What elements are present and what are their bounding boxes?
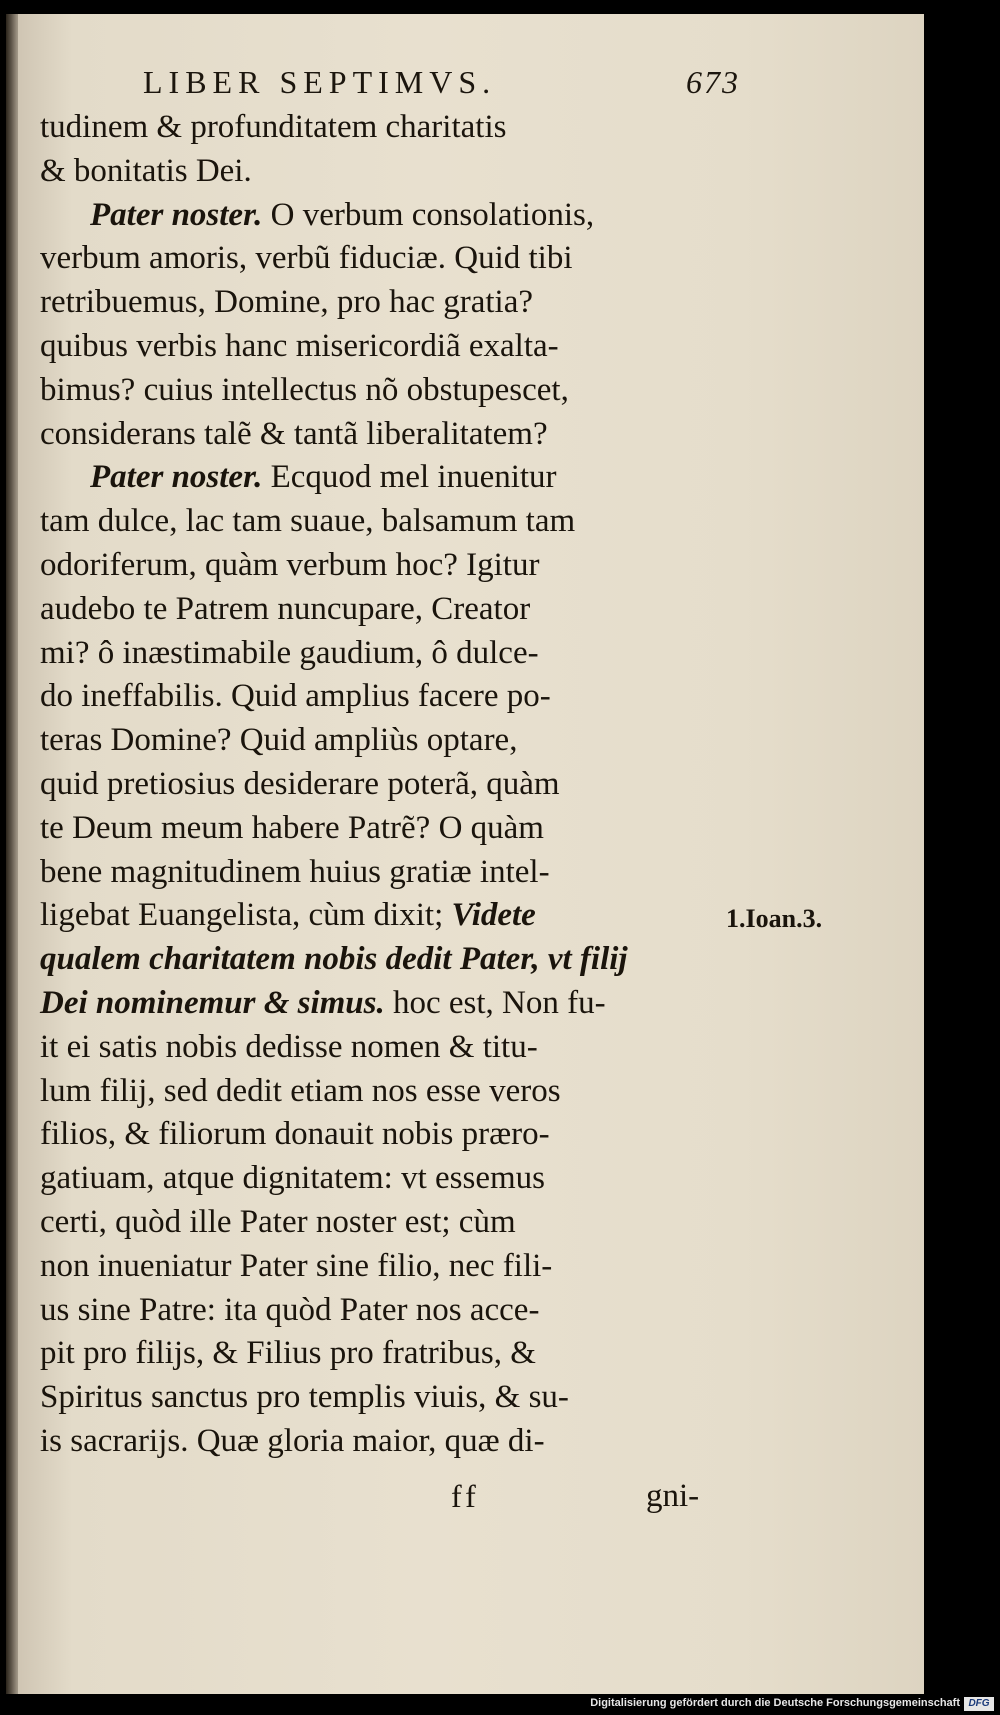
text-run: is sacrarijs. Quæ gloria maior, quæ di- xyxy=(40,1422,545,1459)
text-run: bene magnitudinem huius gratiæ intel- xyxy=(40,853,550,890)
italic-run: Videte xyxy=(451,897,536,934)
text-line xyxy=(40,588,720,632)
text-run: bimus? cuius intellectus nõ obstupescet, xyxy=(40,371,569,408)
text-line xyxy=(40,281,720,325)
text-run: lum filij, sed dedit etiam nos esse veros xyxy=(40,1072,561,1109)
text-run: verbum amoris, verbũ fiduciæ. Quid tibi xyxy=(40,240,573,277)
text-line xyxy=(40,500,720,544)
text-line xyxy=(40,675,720,719)
text-line xyxy=(40,982,720,1026)
text-run: it ei satis nobis dedisse nomen & titu- xyxy=(40,1028,538,1065)
text-line xyxy=(40,1070,720,1114)
text-run: gatiuam, atque dignitatem: vt essemus xyxy=(40,1160,545,1197)
footer-bar xyxy=(0,1694,1000,1715)
text-run: & bonitatis Dei. xyxy=(40,152,252,189)
catchword: gni- xyxy=(646,1478,700,1514)
text-line xyxy=(40,851,720,895)
text-run: quid pretiosius desiderare poterã, quàm xyxy=(40,765,560,802)
text-run: certi, quòd ille Pater noster est; cùm xyxy=(40,1203,516,1240)
text-line xyxy=(40,1332,720,1376)
text-run: retribuemus, Domine, pro hac gratia? xyxy=(40,284,533,321)
text-run: do ineffabilis. Quid amplius facere po- xyxy=(40,678,551,715)
text-run: te Deum meum habere Patrẽ? O quàm xyxy=(40,809,544,846)
text-line xyxy=(40,1420,720,1464)
text-run: odoriferum, quàm verbum hoc? Igitur xyxy=(40,546,540,583)
text-line xyxy=(40,150,720,194)
text-line xyxy=(40,632,720,676)
text-run: tam dulce, lac tam suaue, balsamum tam xyxy=(40,503,576,540)
running-title: LIBER SEPTIMVS. xyxy=(143,64,497,100)
text-line xyxy=(40,194,720,238)
book-page xyxy=(18,14,924,1694)
text-run: filios, & filiorum donauit nobis præro- xyxy=(40,1116,550,1153)
body-text xyxy=(40,106,720,1464)
text-run: O verbum consolationis, xyxy=(262,196,595,233)
text-line xyxy=(40,325,720,369)
text-line xyxy=(40,1376,720,1420)
text-line xyxy=(40,106,720,150)
text-line xyxy=(40,1289,720,1333)
italic-run: qualem charitatem nobis dedit Pater, vt filij xyxy=(40,941,628,978)
signature-mark: ff xyxy=(451,1478,480,1514)
text-run: tudinem & profunditatem charitatis xyxy=(40,109,507,145)
text-line xyxy=(40,807,720,851)
text-line xyxy=(40,763,720,807)
text-line xyxy=(40,1026,720,1070)
text-run: Spiritus sanctus pro templis viuis, & su- xyxy=(40,1379,569,1416)
text-line xyxy=(40,938,720,982)
text-run: hoc est, Non fu- xyxy=(384,984,606,1021)
text-run: quibus verbis hanc misericordiã exalta- xyxy=(40,327,559,364)
text-line xyxy=(40,719,720,763)
text-line xyxy=(40,456,720,500)
text-line xyxy=(40,237,720,281)
text-run: audebo te Patrem nuncupare, Creator xyxy=(40,590,531,627)
text-run: considerans talẽ & tantã liberalitatem? xyxy=(40,415,548,452)
page-number: 673 xyxy=(686,64,740,100)
margin-note: 1.Ioan.3. xyxy=(726,904,823,933)
text-line xyxy=(40,1113,720,1157)
italic-run: Pater noster. xyxy=(90,459,263,496)
text-run: teras Domine? Quid ampliùs optare, xyxy=(40,722,518,759)
text-line xyxy=(40,1245,720,1289)
text-line xyxy=(40,1157,720,1201)
italic-run: Pater noster. xyxy=(90,196,263,233)
text-run: us sine Patre: ita quòd Pater nos acce- xyxy=(40,1291,540,1328)
text-line xyxy=(40,1201,720,1245)
dfg-logo: DFG xyxy=(964,1697,994,1711)
text-run: pit pro filijs, & Filius pro fratribus, & xyxy=(40,1335,536,1372)
text-run: mi? ô inæstimabile gaudium, ô dulce- xyxy=(40,634,539,671)
text-run: Ecquod mel inuenitur xyxy=(262,459,557,496)
text-run: non inueniatur Pater sine filio, nec fili- xyxy=(40,1247,553,1284)
text-line xyxy=(40,413,720,457)
funding-credit: Digitalisierung gefördert durch die Deutsche Forschungsgemeinschaft xyxy=(590,1697,960,1709)
text-line xyxy=(40,369,720,413)
text-line xyxy=(40,544,720,588)
page-header xyxy=(18,54,924,114)
italic-run: Dei nominemur & simus. xyxy=(40,984,385,1021)
text-line xyxy=(40,894,720,938)
text-run: ligebat Euangelista, cùm dixit; xyxy=(40,897,452,934)
